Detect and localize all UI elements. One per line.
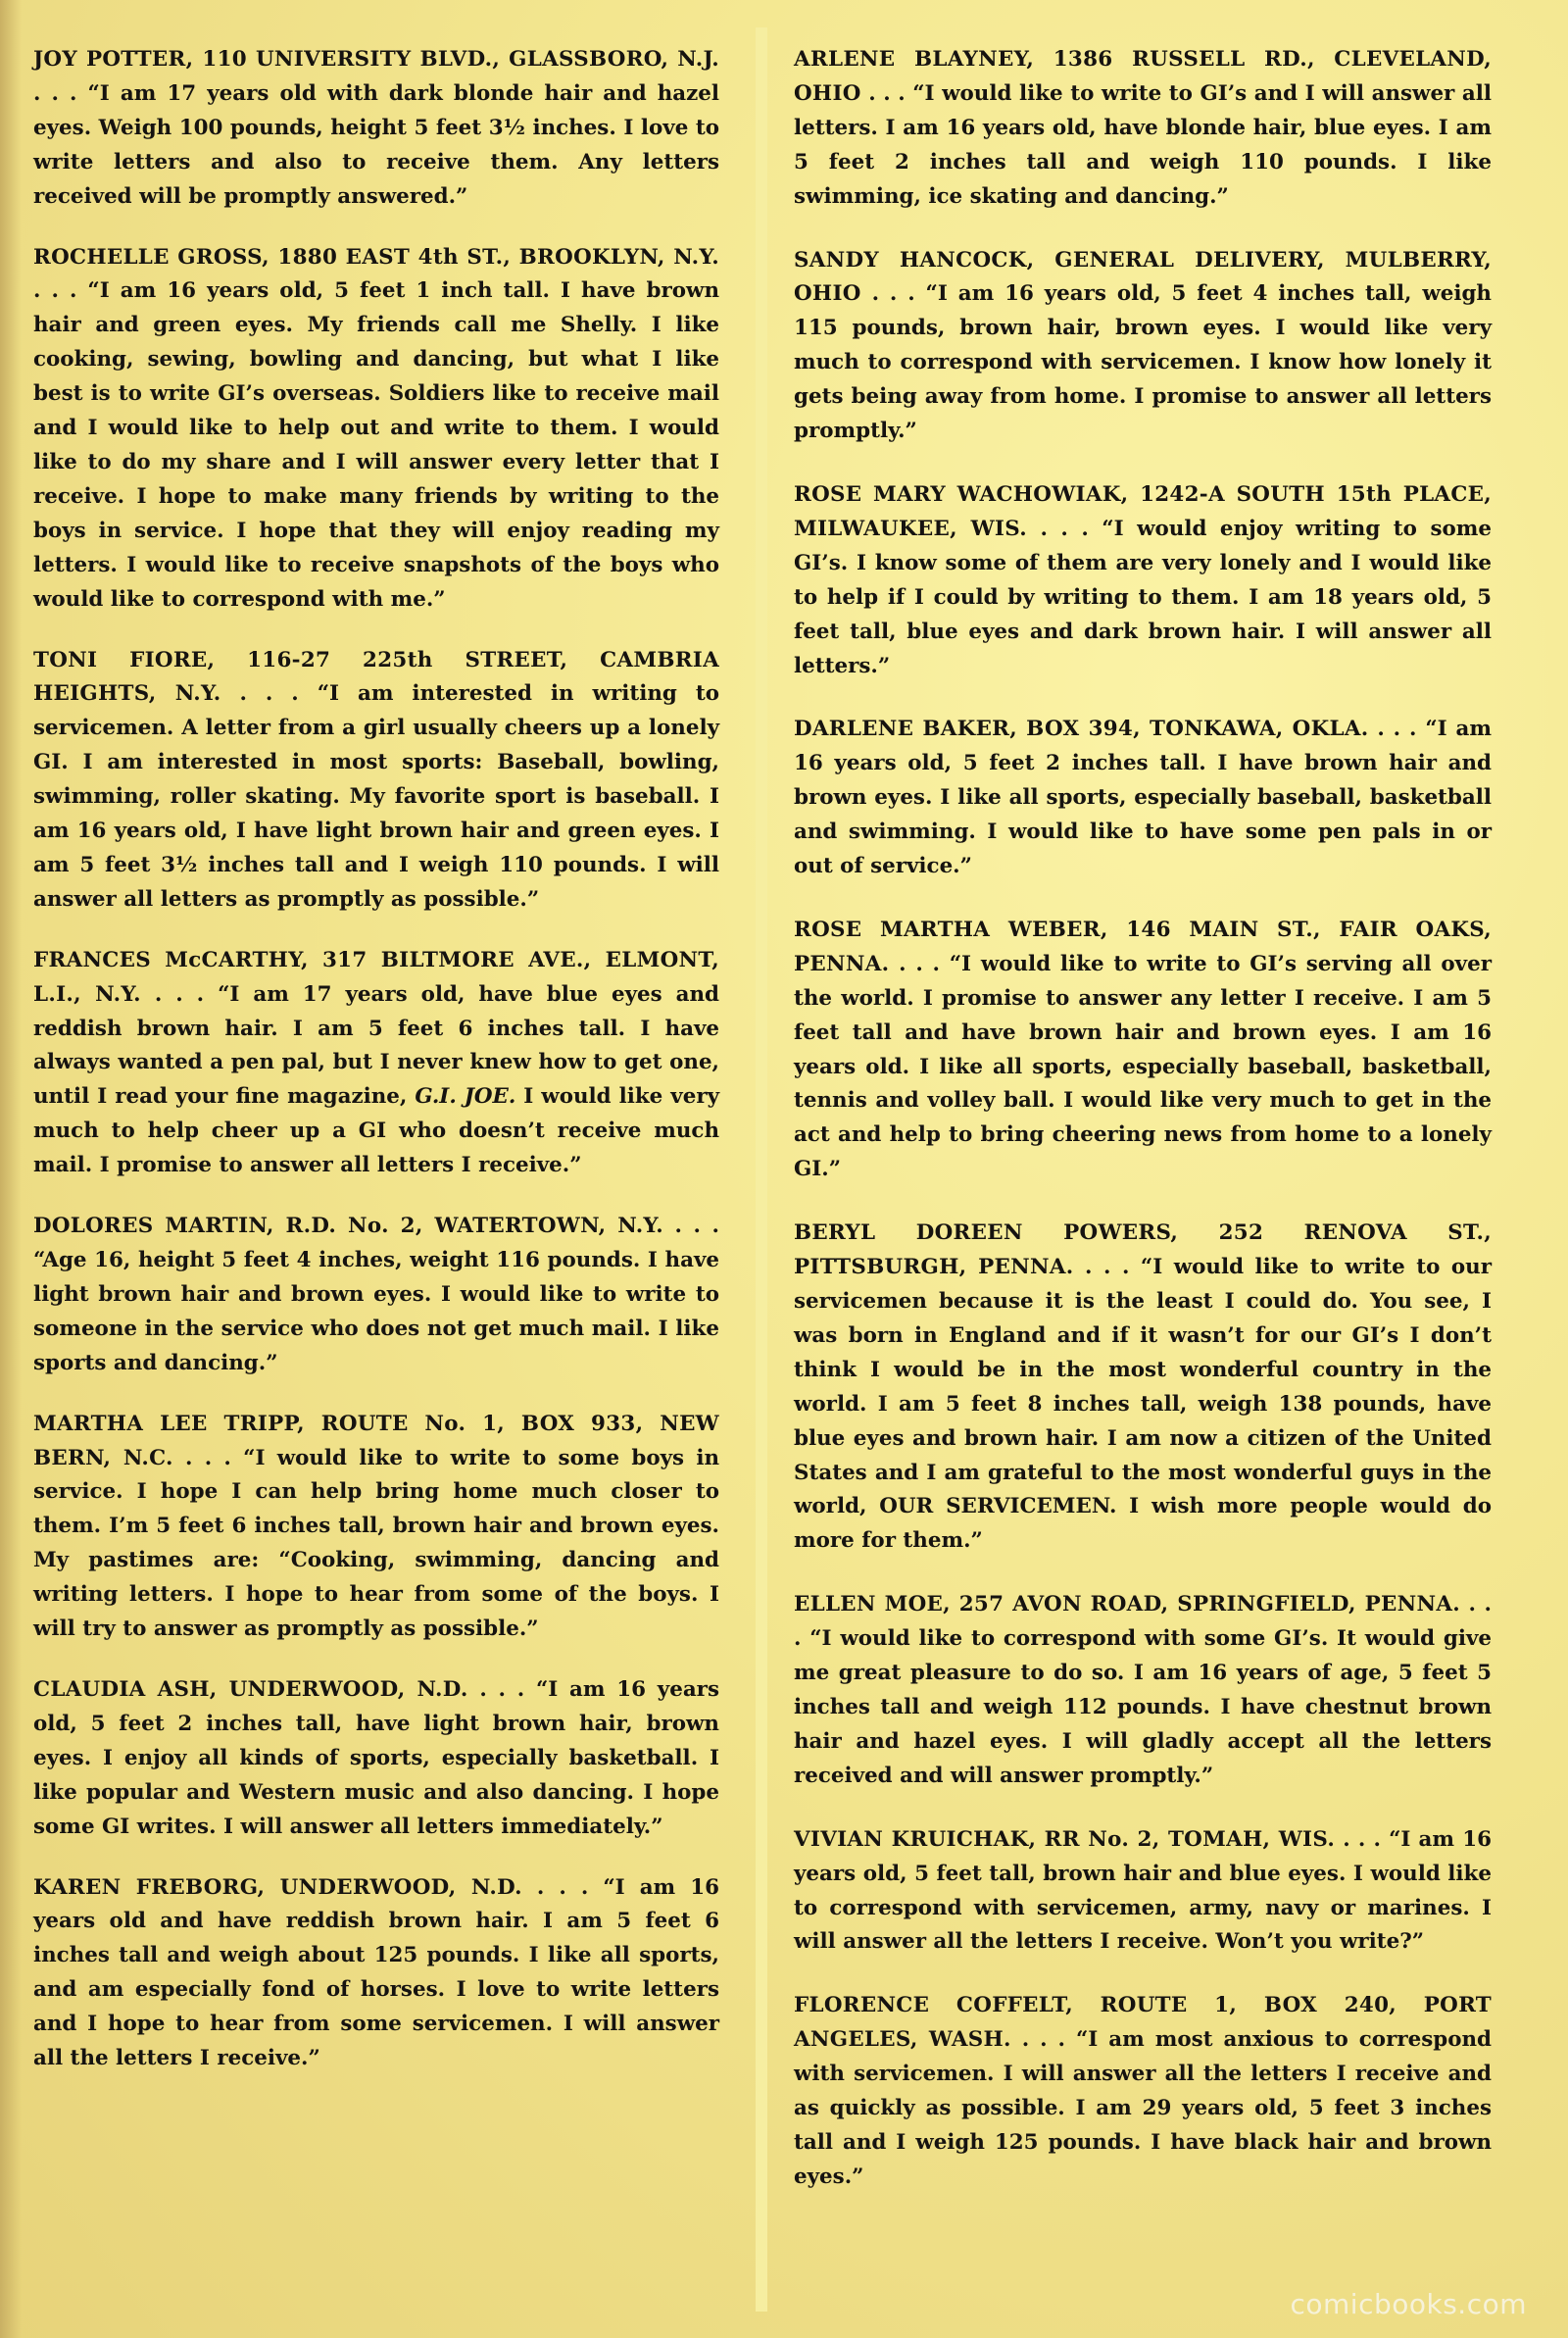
entry-name-address: VIVIAN KRUICHAK, RR No. 2, TOMAH, WIS. [794, 1826, 1336, 1852]
entry-text: . . . “I would like to write to our servicemen because it is the least I could do. You see, I was born in England and if it wasn’t for our GI’s I don’t think I would be in the most wonderful country in the world. I am 5 feet 8 inches tall, weigh 138 pounds, have blue eyes and brown hair. I am now a citizen of the United States and I am grateful to the most wonderful guys in the world, OUR SERVICEMEN. I wish more people would do more for them.” [794, 1255, 1492, 1554]
entry-text: . . . “I am 17 years old, have blue eyes and reddish brown hair. I am 5 feet 6 inches tall. I have always wanted a pen pal, but I never knew how to get one, until I read your fine magazine, [33, 981, 719, 1110]
entry-text: . . . “I am 16 years old and have reddish brown hair. I am 5 feet 6 inches tall and weigh about 125 pounds. I like all sports, and am especially fond of horses. I love to write letters and I hope to hear from some servicemen. I will answer all the letters I receive.” [33, 1874, 719, 2071]
entry-text: . . . “I am interested in writing to servicemen. A letter from a girl usually cheers up a lonely GI. I am interested in most sports: Baseball, bowling, swimming, roller skating. My favorite sport is baseball. I am 16 years old, I have light brown hair and green eyes. I am 5 feet 3½ inches tall and I weigh 110 pounds. I will answer all letters as promptly as possible.” [33, 681, 719, 912]
pen-pal-entry [33, 1673, 719, 1845]
entry-text: . . . “I am most anxious to correspond with servicemen. I will answer all the letters I receive and as quickly as possible. I am 29 years old, 5 feet 3 inches tall and I weigh 125 pounds. I have black hair and brown eyes.” [794, 2027, 1492, 2189]
entry-text: . . . “I would like to correspond with some GI’s. It would give me great pleasure to do so. I am 16 years of age, 5 feet 5 inches tall and weigh 112 pounds. I have chestnut brown hair and hazel eyes. I will gladly accept all the letters received and will answer promptly.” [794, 1592, 1492, 1788]
entry-text: . . . “I am 16 years old, 5 feet 4 inches tall, weigh 115 pounds, brown hair, brown eyes. I would like very much to correspond with servicemen. I know how lonely it gets being away from home. I promise to answer all letters promptly.” [794, 281, 1492, 444]
column-divider [756, 27, 767, 2312]
entry-name-address: ROSE MARY WACHOWIAK, 1242-A SOUTH 15th PLACE, MILWAUKEE, WIS. [794, 481, 1492, 541]
pen-pal-entry [33, 1871, 719, 2076]
entry-name-address: SANDY HANCOCK, GENERAL DELIVERY, MULBERRY, OHIO [794, 247, 1492, 307]
entry-text: . . . “I am 16 years old, 5 feet tall, brown hair and blue eyes. I would like to correspond with servicemen, army, navy or marines. I will answer all the letters I receive. Won’t you write?” [794, 1826, 1492, 1955]
entry-name-address: FRANCES McCARTHY, 317 BILTMORE AVE., ELMONT, L.I., N.Y. [33, 947, 719, 1007]
pen-pal-entry [794, 1989, 1492, 2194]
watermark: comicbooks.com [1290, 2288, 1527, 2320]
pen-pal-entry [794, 914, 1492, 1187]
entry-text-continued: I would like very much to help cheer up a GI who doesn’t receive much mail. I promise to answer all letters I receive.” [33, 1084, 720, 1178]
pen-pal-entry [794, 1588, 1492, 1793]
left-column [33, 43, 719, 2299]
entry-name-address: ELLEN MOE, 257 AVON ROAD, SPRINGFIELD, PENNA. [794, 1592, 1460, 1617]
pen-pal-entry [794, 713, 1492, 884]
entry-name-address: CLAUDIA ASH, UNDERWOOD, N.D. [33, 1676, 468, 1702]
pen-pal-entry [794, 244, 1492, 449]
entry-text: . . . “I am 17 years old with dark blonde hair and hazel eyes. Weigh 100 pounds, height 5 feet 3½ inches. I love to write letters and also to receive them. Any letters received will be promptly answered.” [33, 80, 719, 209]
entry-name-address: ROSE MARTHA WEBER, 146 MAIN ST., FAIR OAKS, PENNA. [794, 917, 1492, 976]
pen-pal-entry [33, 1408, 719, 1647]
entry-name-address: KAREN FREBORG, UNDERWOOD, N.D. [33, 1874, 522, 1900]
entry-text: . . . “I am 16 years old, 5 feet 2 inches tall, have light brown hair, brown eyes. I enjoy all kinds of sports, especially basketball. I like popular and Western music and also dancing. I hope some GI writes. I will answer all letters immediately.” [33, 1676, 719, 1839]
entry-name-address: ARLENE BLAYNEY, 1386 RUSSELL RD., CLEVELAND, OHIO [794, 47, 1492, 106]
entry-name-address: MARTHA LEE TRIPP, ROUTE No. 1, BOX 933, NEW BERN, N.C. [33, 1411, 719, 1470]
pen-pal-entry [33, 944, 719, 1183]
entry-name-address: BERYL DOREEN POWERS, 252 RENOVA ST., PITTSBURGH, PENNA. [794, 1220, 1492, 1280]
entry-text: . . . “I would like to write to GI’s serving all over the world. I promise to answer any letter I receive. I am 5 feet tall and have brown hair and brown eyes. I am 16 years old. I like all sports, especially baseball, basketball, tennis and volley ball. I would like very much to get in the act and help to bring cheering news from home to a lonely GI.” [794, 951, 1492, 1182]
entry-name-address: JOY POTTER, 110 UNIVERSITY BLVD., GLASSBORO, N.J. [33, 47, 719, 72]
pen-pal-entry [794, 478, 1492, 683]
pen-pal-entry [33, 43, 719, 215]
entry-text: . . . “I would like to write to GI’s and I will answer all letters. I am 16 years old, have blonde hair, blue eyes. I am 5 feet 2 inches tall and weigh 110 pounds. I like swimming, ice skating and dancing.” [794, 80, 1492, 209]
pen-pal-entry [33, 1210, 719, 1381]
pen-pal-entry [794, 1217, 1492, 1559]
pen-pal-entry [33, 644, 719, 918]
pen-pal-entry [794, 43, 1492, 215]
entry-text: . . . “I would enjoy writing to some GI’s. I know some of them are very lonely and I would like to help if I could by writing to them. I am 18 years old, 5 feet tall, blue eyes and dark brown hair. I will answer all letters.” [794, 516, 1492, 678]
entry-text: . . . “I am 16 years old, 5 feet 2 inches tall. I have brown hair and brown eyes. I like all sports, especially baseball, basketball and swimming. I would like to have some pen pals in or out of service.” [794, 717, 1492, 879]
entry-name-address: TONI FIORE, 116-27 225th STREET, CAMBRIA HEIGHTS, N.Y. [33, 647, 719, 707]
entry-text: . . . “I would like to write to some boys in service. I hope I can help bring home much closer to them. I’m 5 feet 6 inches tall, brown hair and brown eyes. My pastimes are: “Cooking, swimming, dancing and writing letters. I hope to hear from some of the boys. I will try to answer as promptly as possible.” [33, 1445, 719, 1642]
entry-text: . . . “I am 16 years old, 5 feet 1 inch tall. I have brown hair and green eyes. My friends call me Shelly. I like cooking, sewing, bowling and dancing, but what I like best is to write GI’s overseas. Soldiers like to receive mail and I would like to help out and write to them. I would like to do my share and I will answer every letter that I receive. I hope to make many friends by writing to the boys in service. I hope that they will enjoy reading my letters. I would like to receive snapshots of the boys who would like to correspond with me.” [33, 278, 719, 612]
entry-name-address: DARLENE BAKER, BOX 394, TONKAWA, OKLA. [794, 717, 1369, 742]
pen-pal-entry [794, 1823, 1492, 1961]
entry-text: . . . “Age 16, height 5 feet 4 inches, weight 116 pounds. I have light brown hair and brown eyes. I would like to write to someone in the service who does not get much mail. I like sports and dancing.” [33, 1214, 719, 1375]
pen-pal-entry [33, 241, 719, 618]
right-column [794, 43, 1492, 2299]
entry-name-address: DOLORES MARTIN, R.D. No. 2, WATERTOWN, N.Y. [33, 1214, 663, 1239]
entry-name-address: ROCHELLE GROSS, 1880 EAST 4th ST., BROOKLYN, N.Y. [33, 244, 719, 270]
page-gutter-shadow [0, 0, 22, 2338]
entry-name-address: FLORENCE COFFELT, ROUTE 1, BOX 240, PORT ANGELES, WASH. [794, 1993, 1492, 2053]
magazine-title: G.I. JOE. [415, 1084, 516, 1110]
